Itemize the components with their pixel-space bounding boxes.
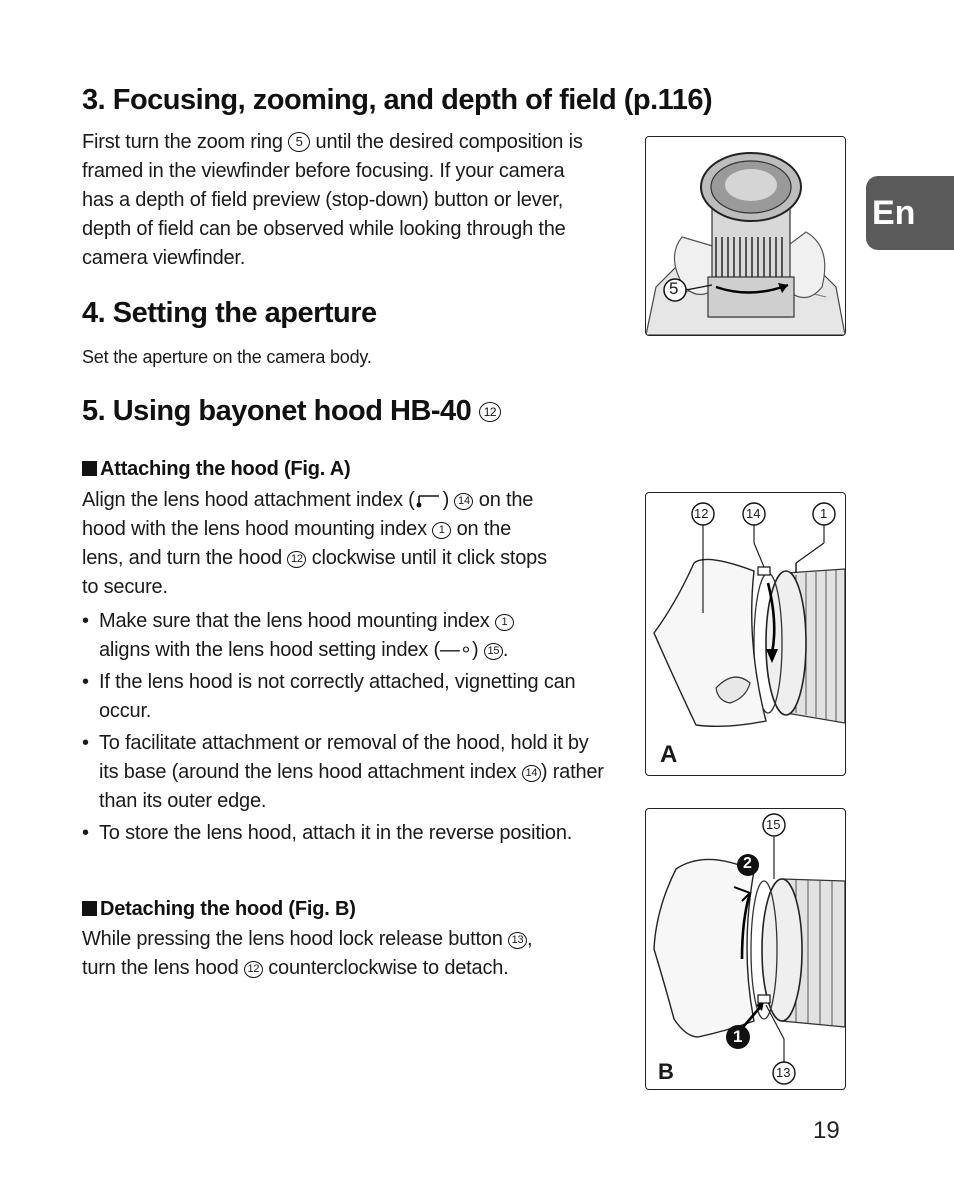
square-bullet-icon bbox=[82, 901, 97, 916]
figure-zoom-ring bbox=[645, 136, 846, 336]
attach-subheading: Attaching the hood (Fig. A) bbox=[82, 455, 350, 484]
figure-a-attach-hood bbox=[645, 492, 846, 776]
bullet-item: • To store the lens hood, attach it in the reverse position. bbox=[82, 819, 607, 848]
callout-lock-release: 13 bbox=[776, 1065, 791, 1080]
bullet-item: • If the lens hood is not correctly attached, vignetting can occur. bbox=[82, 668, 607, 726]
language-tab: En bbox=[866, 176, 954, 250]
section-4-body: Set the aperture on the camera body. bbox=[82, 347, 372, 367]
section-4-heading: 4. Setting the aperture bbox=[82, 297, 377, 329]
detach-body: While pressing the lens hood lock release button 13 , turn the lens hood 12 counterclockwise to detach. bbox=[82, 928, 533, 979]
attach-bullets bbox=[82, 607, 607, 851]
hood-attachment-index-icon bbox=[415, 488, 443, 502]
section-3-heading: 3. Focusing, zooming, and depth of field (p.116) bbox=[82, 84, 713, 116]
hood-attach-illustration bbox=[646, 493, 845, 775]
figure-a-label: A bbox=[660, 741, 678, 768]
ref-hood: 12 bbox=[479, 402, 501, 422]
ref-zoom-ring: 5 bbox=[288, 132, 310, 152]
page-number: 19 bbox=[813, 1117, 840, 1144]
detach-subheading: Detaching the hood (Fig. B) bbox=[82, 895, 356, 924]
bullet-item: • To facilitate attachment or removal of the hood, hold it by its base (around the lens hood attachment index 14 ) rather than its outer edge. bbox=[82, 729, 607, 816]
hood-detach-illustration bbox=[646, 809, 845, 1089]
figure-b-detach-hood bbox=[645, 808, 846, 1090]
callout-hood: 12 bbox=[694, 506, 709, 521]
step-2-badge: 2 bbox=[743, 855, 752, 872]
figure-b-label: B bbox=[658, 1059, 674, 1084]
step-1-badge: 1 bbox=[733, 1027, 743, 1046]
square-bullet-icon bbox=[82, 461, 97, 476]
section-3-body: First turn the zoom ring 5 until the desired composition is framed in the viewfinder before focusing. If your camera has a depth of field preview (stop-down) button or lever, depth of field can be observed while looking through the camera viewfinder. bbox=[82, 131, 583, 269]
lens-zoom-illustration bbox=[646, 137, 845, 335]
callout-setting-index: 15 bbox=[766, 817, 781, 832]
callout-zoom-ring: 5 bbox=[669, 279, 679, 298]
attach-body: Align the lens hood attachment index ( ) 14 on the hood with the lens hood mounting index 1 on the lens, and turn the hood 12 clockwise until it click stops to secure. bbox=[82, 489, 547, 598]
callout-mounting-index: 1 bbox=[820, 506, 828, 521]
section-5-heading: 5. Using bayonet hood HB-40 12 bbox=[82, 395, 501, 428]
callout-attachment-index: 14 bbox=[746, 506, 761, 521]
bullet-item: • Make sure that the lens hood mounting index 1 aligns with the lens hood setting index (—∘) 15 . bbox=[82, 607, 607, 665]
hood-setting-index-symbol: —∘ bbox=[439, 639, 473, 661]
